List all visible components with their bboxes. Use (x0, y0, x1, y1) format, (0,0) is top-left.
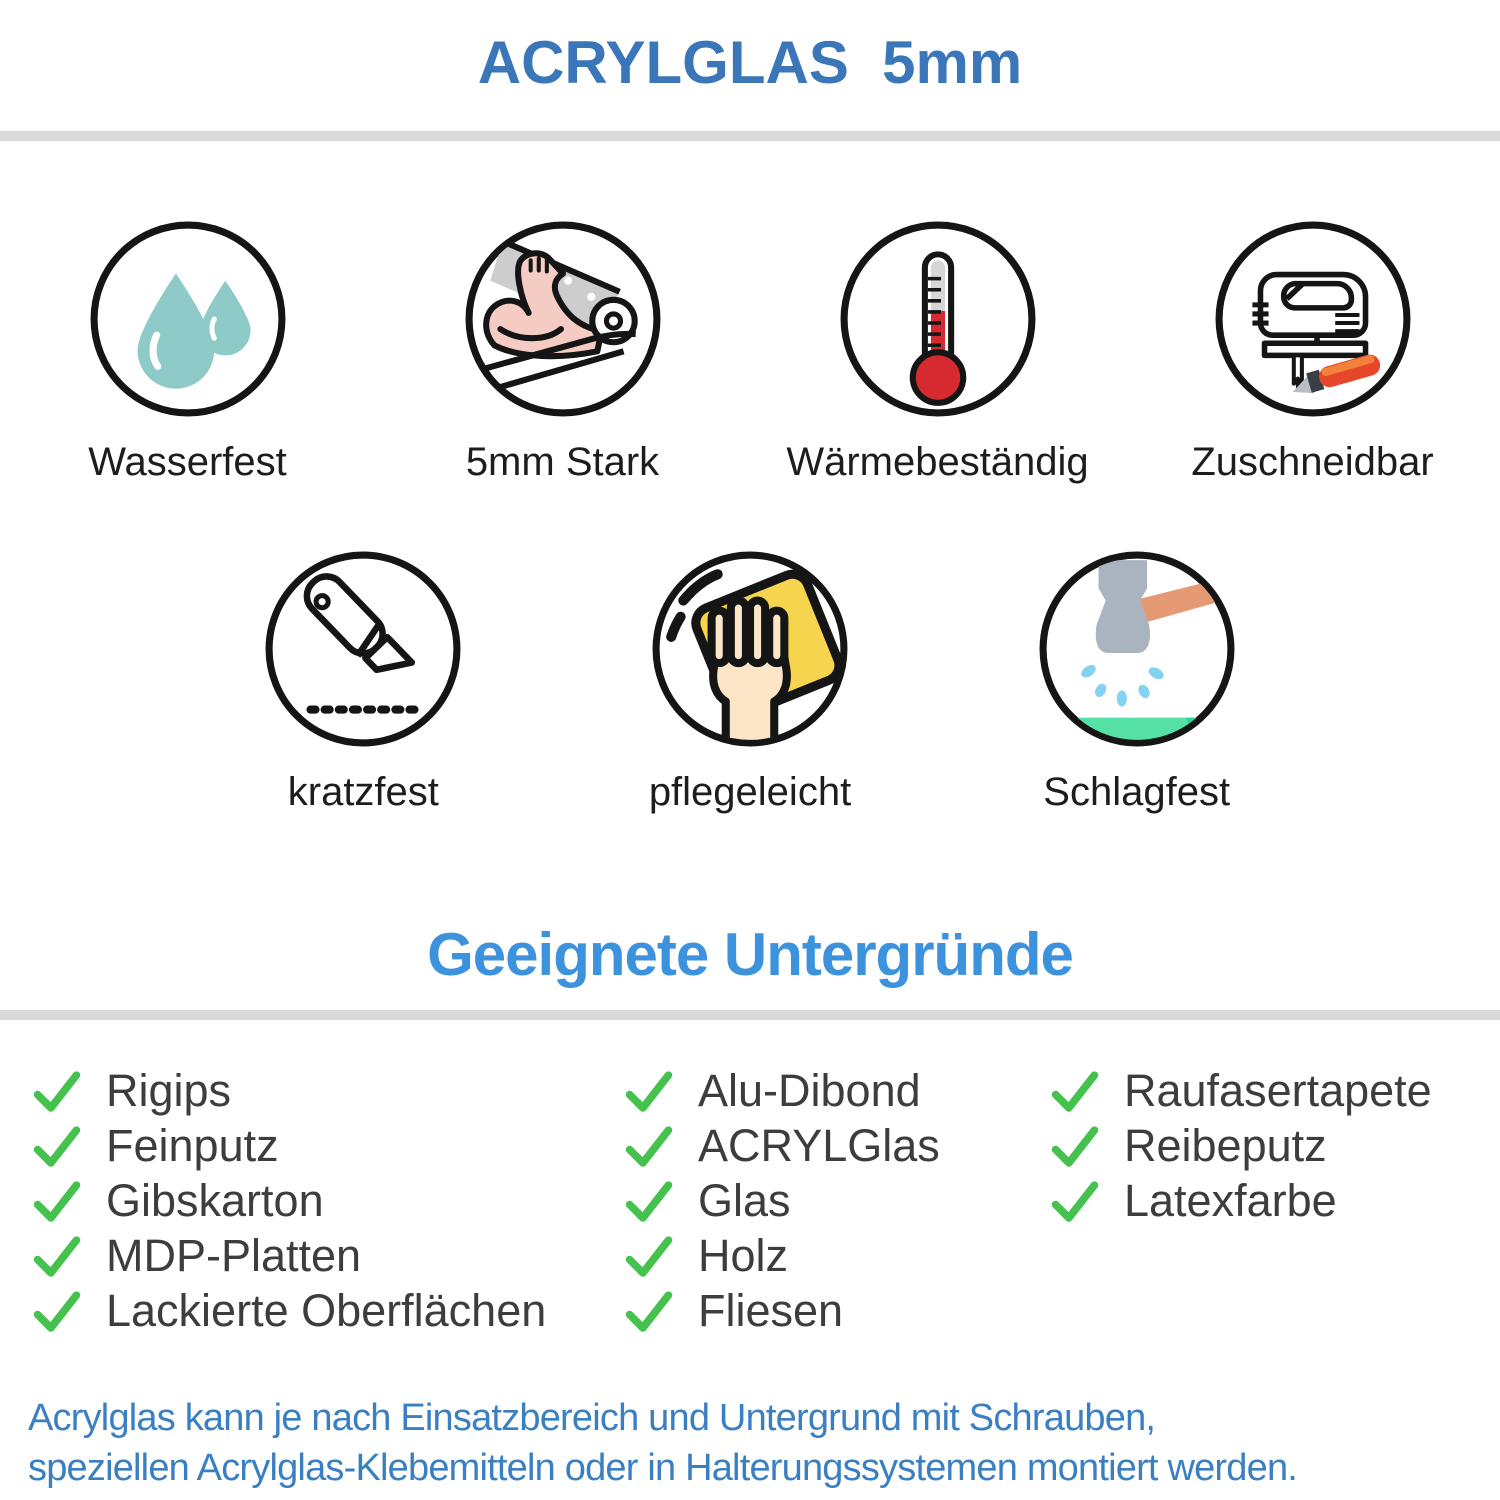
feature-kratzfest (170, 548, 557, 814)
list-item-label: Glas (698, 1175, 791, 1226)
list-item-label: Gibskarton (106, 1175, 324, 1226)
muscle-arm-icon (462, 218, 664, 420)
list-item-label: ACRYLGlas (698, 1120, 940, 1171)
features-row-2 (170, 548, 1330, 814)
feature-5mm-stark (375, 218, 750, 484)
feature-label: Schlagfest (1043, 770, 1231, 814)
list-item (30, 1118, 546, 1173)
list-item-label: Fliesen (698, 1285, 844, 1336)
list-item (1048, 1118, 1432, 1173)
feature-label: pflegeleicht (648, 770, 852, 814)
list-item-label: Holz (698, 1230, 789, 1281)
list-item (30, 1173, 546, 1228)
checklist-column-2 (622, 1063, 940, 1338)
hammer-icon (1036, 548, 1238, 750)
cleaning-hand-icon (649, 548, 851, 750)
check-icon (622, 1068, 676, 1114)
check-icon (622, 1178, 676, 1224)
check-icon (622, 1233, 676, 1279)
list-item (30, 1283, 546, 1338)
check-icon (622, 1123, 676, 1169)
divider-bar-bottom (0, 1010, 1500, 1020)
divider-bar-top (0, 131, 1500, 141)
mounting-note (28, 1393, 1488, 1493)
list-item-label: Lackierte Oberflächen (106, 1285, 547, 1336)
list-item (30, 1228, 546, 1283)
list-item-label: MDP-Platten (106, 1230, 362, 1281)
list-item-label: Latexfarbe (1124, 1175, 1337, 1226)
section-heading-untergruende: Geeignete Untergründe (427, 921, 1073, 988)
check-icon (30, 1123, 84, 1169)
checklist-column-3 (1048, 1063, 1432, 1228)
list-item-label: Feinputz (106, 1120, 279, 1171)
feature-label: kratzfest (287, 770, 439, 814)
list-item (622, 1118, 940, 1173)
page-title: ACRYLGLAS 5mm (477, 29, 1023, 96)
feature-wasserfest (0, 218, 375, 484)
list-item (1048, 1063, 1432, 1118)
check-icon (1048, 1068, 1102, 1114)
check-icon (30, 1178, 84, 1224)
features-row-1 (0, 218, 1500, 484)
utility-knife-icon (262, 548, 464, 750)
mounting-note-line-1: Acrylglas kann je nach Einsatzbereich und Untergrund mit Schrauben, (28, 1397, 1156, 1439)
jigsaw-icon (1212, 218, 1414, 420)
feature-label: Zuschneidbar (1191, 440, 1434, 484)
checklist-column-1 (30, 1063, 546, 1338)
list-item (622, 1063, 940, 1118)
feature-schlagfest (943, 548, 1330, 814)
water-drops-icon (87, 218, 289, 420)
check-icon (30, 1233, 84, 1279)
list-item (30, 1063, 546, 1118)
feature-pflegeleicht (557, 548, 944, 814)
list-item (1048, 1173, 1432, 1228)
check-icon (1048, 1178, 1102, 1224)
thermometer-icon (837, 218, 1039, 420)
feature-zuschneidbar (1125, 218, 1500, 484)
list-item (622, 1228, 940, 1283)
list-item-label: Rigips (106, 1065, 232, 1116)
list-item (622, 1173, 940, 1228)
list-item-label: Raufasertapete (1124, 1065, 1432, 1116)
check-icon (30, 1288, 84, 1334)
feature-label: Wasserfest (88, 440, 287, 484)
check-icon (622, 1288, 676, 1334)
check-icon (30, 1068, 84, 1114)
feature-waermebestaendig (750, 218, 1125, 484)
feature-label: 5mm Stark (465, 440, 660, 484)
list-item (622, 1283, 940, 1338)
list-item-label: Reibeputz (1124, 1120, 1327, 1171)
check-icon (1048, 1123, 1102, 1169)
mounting-note-line-2: speziellen Acrylglas-Klebemitteln oder in Halterungssystemen montiert werden. (28, 1447, 1298, 1489)
list-item-label: Alu-Dibond (698, 1065, 921, 1116)
feature-label: Wärmebeständig (786, 440, 1089, 484)
